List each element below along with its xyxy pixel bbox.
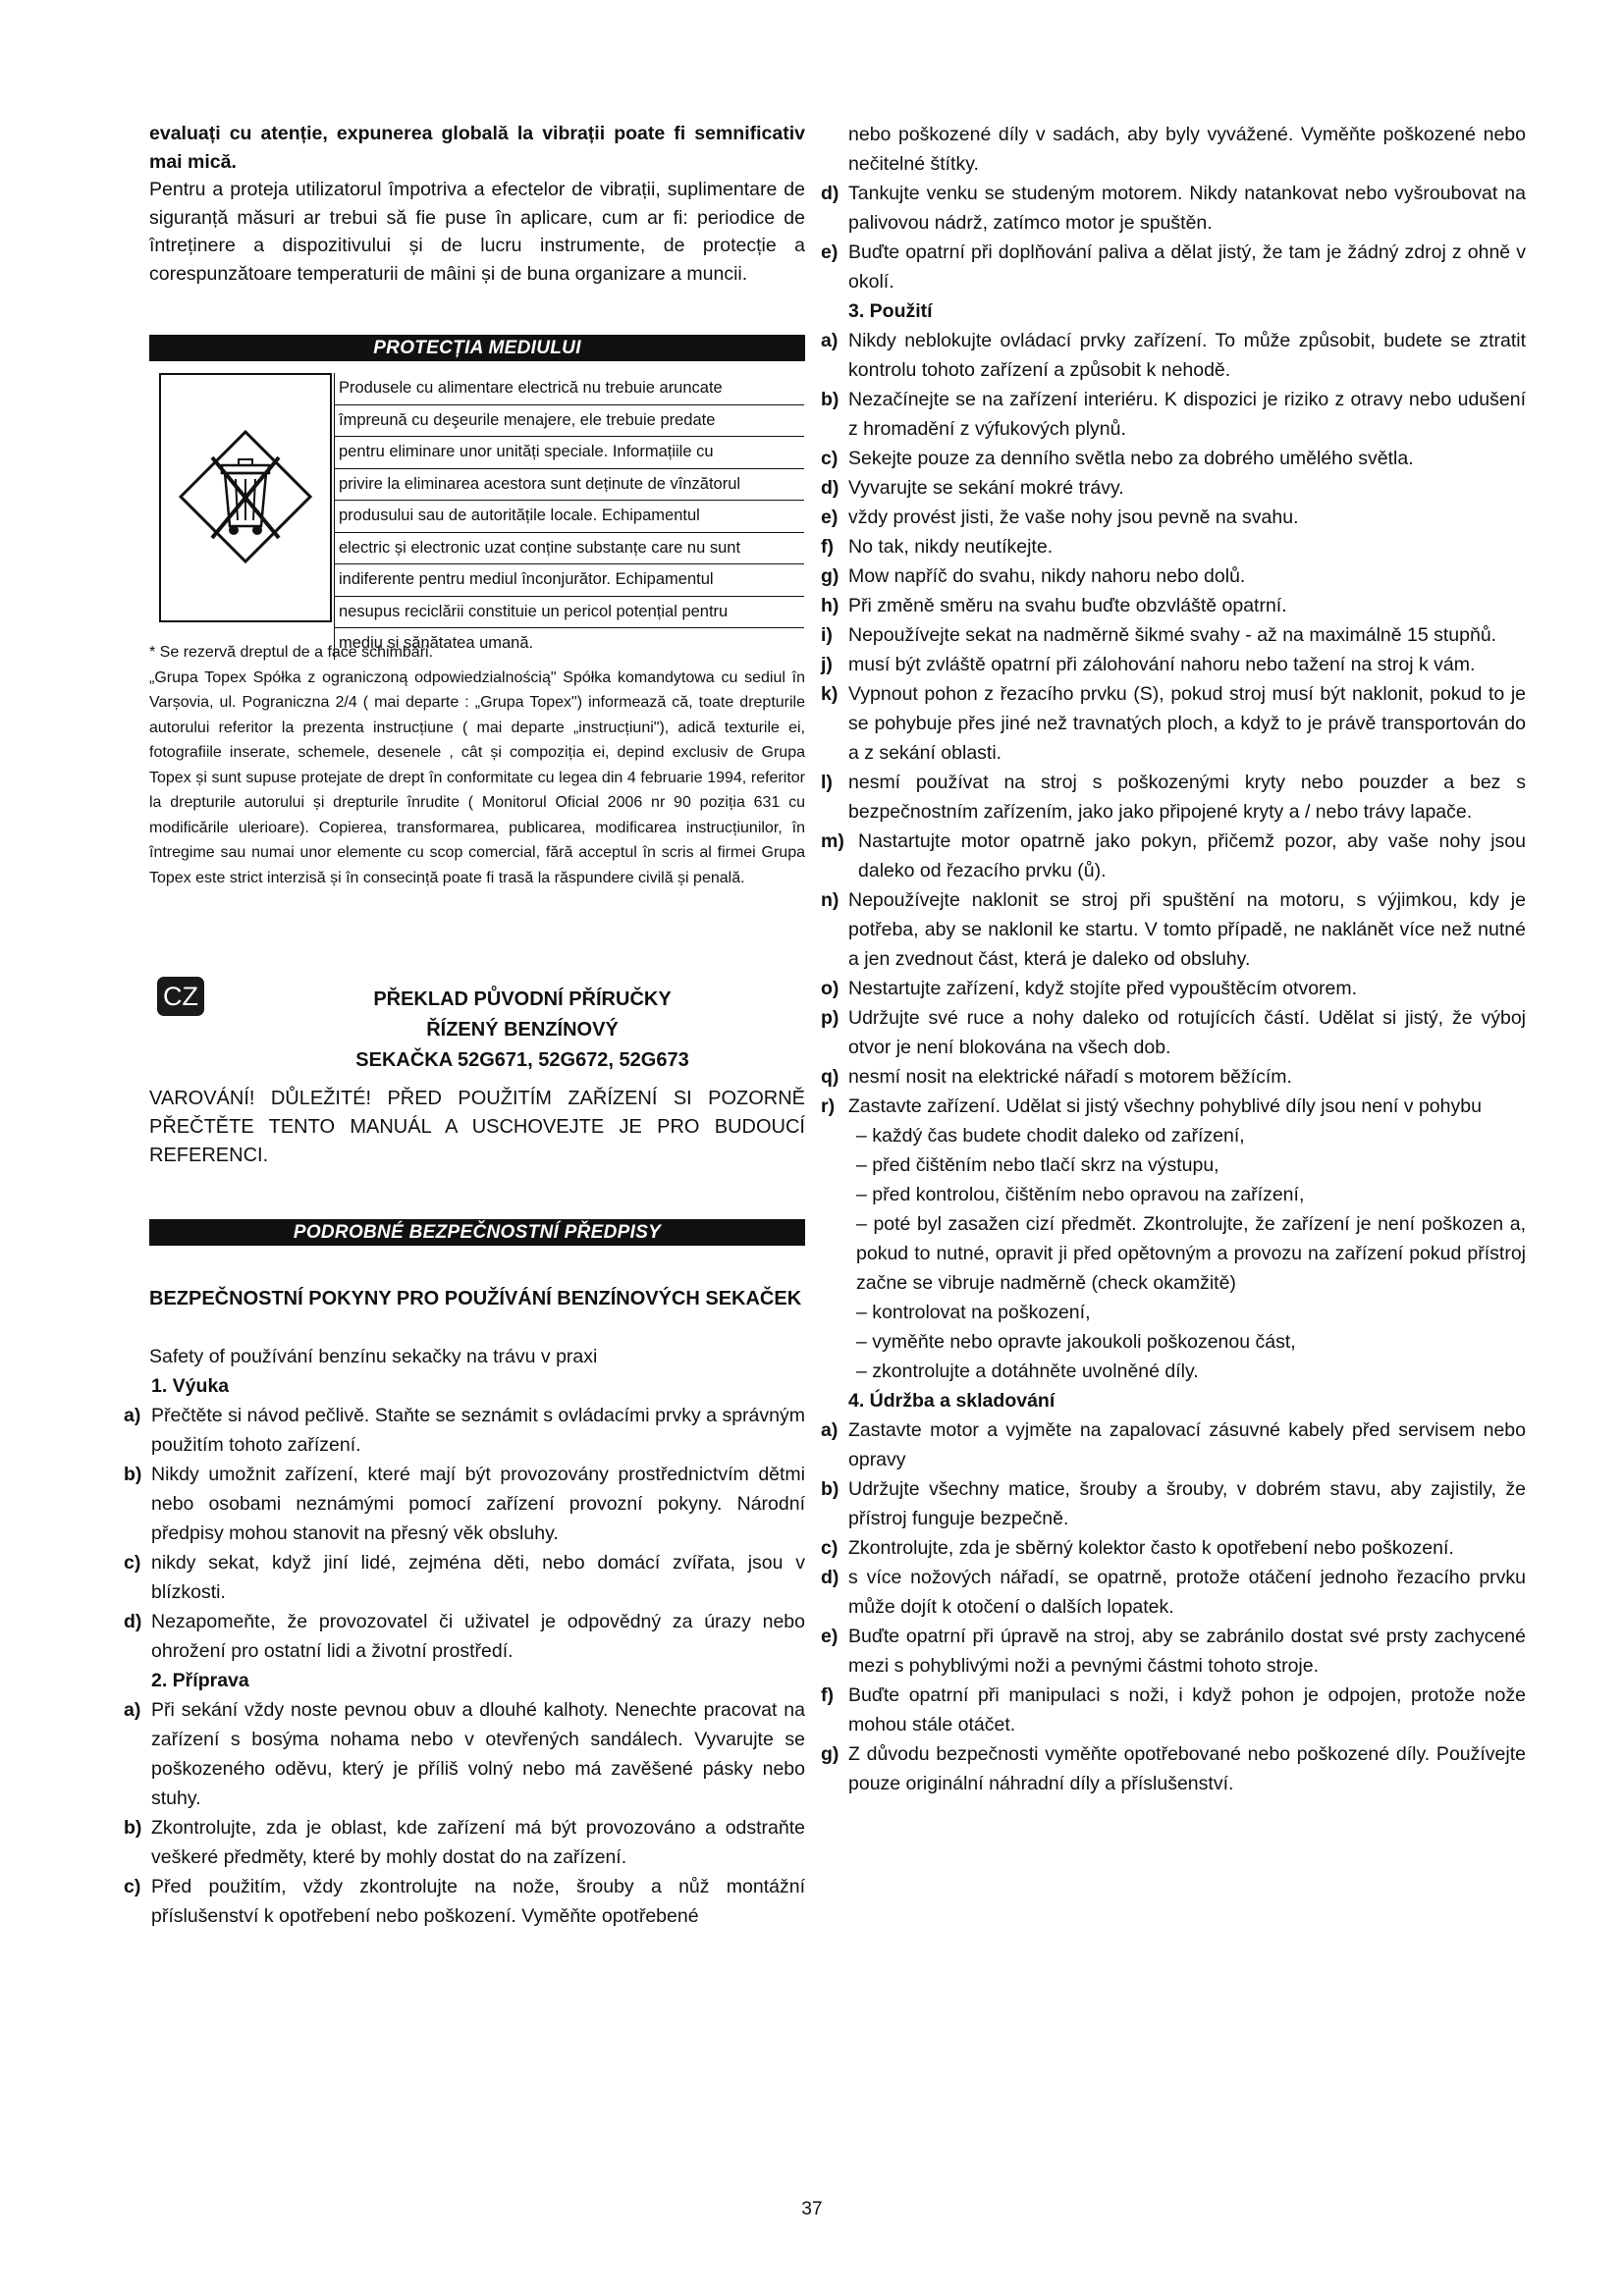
list-item: b) Nezačínejte se na zařízení interiéru. K dispozici je riziko z otravy nebo udušení z hromadění z výfukových plynů. [821,389,1526,440]
list-item: b) Udržujte všechny matice, šrouby a šrouby, v dobrém stavu, aby zajistily, že přístroj funguje bezpečně. [821,1478,1526,1529]
list-item: p) Udržujte své ruce a nohy daleko od rotujících částí. Udělat si jistý, že výboj otvor je není blokována na všech dob. [821,1007,1526,1058]
list-item: f) Buďte opatrní při manipulaci s noži, i když pohon je odpojen, protože nože mohou stále otáčet. [821,1684,1526,1735]
list-item: m) Nastartujte motor opatrně jako pokyn, přičemž pozor, aby vaše nohy jsou daleko od řezacího prvku (ů). [821,830,1526,881]
copyright-notes [149,640,805,890]
dash-item: – před kontrolou, čištěním nebo opravou na zařízení, [856,1184,1305,1205]
safety-header: PODROBNÉ BEZPEČNOSTNÍ PŘEDPISY [149,1219,805,1246]
environment-line: nesupus reciclării constituie un pericol potențial pentru [335,597,804,629]
environment-line: produsului sau de autoritățile locale. Echipamentul [335,501,804,533]
list-item: h) Při změně směru na svahu buďte obzvláště opatrní. [821,595,1287,616]
cz-language-badge: CZ [157,977,204,1016]
dash-item: – zkontrolujte a dotáhněte uvolněné díly. [856,1361,1199,1382]
list-item-continued: nebo poškozené díly v sadách, aby byly vyvážené. Vyměňte poškozené nebo nečitelné štítky. [848,124,1526,175]
environment-line: împreună cu deşeurile menajere, ele trebuie predate [335,405,804,438]
page-number: 37 [801,2199,823,2219]
environment-header: PROTECȚIA MEDIULUI [149,335,805,361]
list-item: c) Před použitím, vždy zkontrolujte na nože, šrouby a nůž montážní příslušenství k opotřebení nebo poškození. Vyměňte opotřebené [124,1875,805,1927]
list-item: c) Zkontrolujte, zda je sběrný kolektor často k opotřebení nebo poškození. [821,1537,1454,1559]
list-item: i) Nepoužívejte sekat na nadměrně šikmé svahy - až na maximálně 15 stupňů. [821,624,1497,646]
dash-item: – před čištěním nebo tlačí skrz na výstupu, [856,1154,1219,1176]
list-item: g) Z důvodu bezpečnosti vyměňte opotřebované nebo poškozené díly. Používejte pouze originální náhradní díly a příslušenství. [821,1743,1526,1794]
safety-intro: Safety of používání benzínu sekačky na trávu v praxi [149,1346,598,1367]
list-item: g) Mow napříč do svahu, nikdy nahoru nebo dolů. [821,565,1246,587]
changes-note: * Se rezervă dreptul de a face schimbări. [149,644,434,661]
weee-symbol-frame [159,373,332,622]
list-item: e) vždy provést jisti, že vaše nohy jsou pevně na svahu. [821,507,1299,528]
dash-item: – poté byl zasažen cizí předmět. Zkontrolujte, že zařízení je není poškozen a, pokud to nutné, opravit ji před opětovným a provozu na zařízení pokud přístroj začne se vibruje nadměrně (check okamžitě) [856,1213,1526,1294]
list-item: a) Nikdy neblokujte ovládací prvky zařízení. To může způsobit, budete se ztratit kontrolu tohoto zařízení a způsobit k nehodě. [821,330,1526,381]
list-item: o) Nestartujte zařízení, když stojíte před vypouštěcím otvorem. [821,978,1358,999]
environment-box [149,361,805,652]
warning-text: VAROVÁNÍ! DŮLEŽITÉ! PŘED POUŽITÍM ZAŘÍZENÍ SI POZORNĚ PŘEČTĚTE TENTO MANUÁL A USCHOVEJTE JE PRO BUDOUCÍ REFERENCI. [149,1088,805,1166]
list-item: d) Nezapomeňte, že provozovatel či uživatel je odpovědný za úrazy nebo ohrožení pro ostatní lidi a životní prostředí. [124,1610,805,1662]
heading-maintenance: 4. Údržba a skladování [848,1390,1056,1412]
list-item: a) Zastavte motor a vyjměte na zapalovací zásuvné kabely před servisem nebo opravy [821,1419,1526,1470]
environment-line: privire la eliminarea acestora sunt deținute de vînzătorul [335,469,804,502]
vibration-paragraph: Pentru a proteja utilizatorul împotriva a efectelor de vibrații, suplimentare de siguranță măsuri ar trebui să fie puse în aplicare, cum ar fi: periodice de întreținere a dispozitivului și de lucru instrumente, de protecție a corespunzătoare temperaturii de mâini și de buna organizare a muncii. [149,179,805,285]
list-item: b) Nikdy umožnit zařízení, které mají být provozovány prostřednictvím dětmi nebo osobami neznámými pomocí zařízení provozní pokyny. Národní předpisy mohou stanovit na přesný věk obsluhy. [124,1463,805,1544]
manual-title-line: PŘEKLAD PŮVODNÍ PŘÍRUČKY [373,988,672,1010]
copyright-note: „Grupa Topex Spółka z ograniczoną odpowiedzialnością" Spółka komandytowa cu sediul în Varșovia, ul. Pograniczna 2/4 ( mai departe : „Grupa Topex") informează că, toate drepturile autorului referitor la prezenta instrucțiune ( mai departe „instrucțiuni"), adică texturile ei, fotografiile inserate, schemele, desenele , cât și compoziția ei, depind exclusiv de Grupa Topex și sunt supuse protejate de drept în conformitate cu legea din 4 februarie 1994, referitor la drepturile autorului și drepturile înrudite ( Monitorul Oficial 2006 nr 90 poziția 631 cu modificările ulerioare). Copierea, transformarea, publicarea, modificarea instrucțiunilor, în întregime sau numai unor elemente cu scop comercial, fără acceptul în scris al firmei Grupa Topex este strict interzisă și în consecință poate fi trasă la răspundere civilă și penală. [149,668,805,886]
dash-item: – vyměňte nebo opravte jakoukoli poškozenou část, [856,1331,1296,1353]
dash-item: – každý čas budete chodit daleko od zařízení, [856,1125,1245,1147]
environment-line: Produsele cu alimentare electrică nu trebuie aruncate [335,373,804,405]
section-title: BEZPEČNOSTNÍ POKYNY PRO POUŽÍVÁNÍ BENZÍNOVÝCH SEKAČEK [149,1288,802,1309]
list-item: b) Zkontrolujte, zda je oblast, kde zařízení má být provozováno a odstraňte veškeré předměty, které by mohly dostat do na zařízení. [124,1816,805,1868]
manual-title-line: ŘÍZENÝ BENZÍNOVÝ [426,1019,619,1041]
list-item: e) Buďte opatrní při doplňování paliva a dělat jistý, že tam je žádný zdroj z ohně v okolí. [821,241,1526,293]
list-item: c) Sekejte pouze za denního světla nebo za dobrého umělého světla. [821,448,1414,469]
environment-text [334,373,804,660]
list-item: a) Při sekání vždy noste pevnou obuv a dlouhé kalhoty. Nenechte pracovat na zařízení s bosýma nohama nebo v otevřených sandálech. Vyvarujte se poškozeného oděvu, který je příliš volný nebo má zavěšené pásky nebo stuhy. [124,1698,805,1809]
list-item: d) Vyvarujte se sekání mokré trávy. [821,477,1124,499]
right-column [821,120,1526,1798]
list-item: r) Zastavte zařízení. Udělat si jistý všechny pohyblivé díly jsou není v pohybu [821,1095,1482,1117]
vibration-note-bold: evaluați cu atenție, expunerea globală la vibrații poate fi semnificativ mai mică. [149,123,805,173]
list-item: e) Buďte opatrní při úpravě na stroj, aby se zabránilo dostat své prsty zachycené mezi s pohyblivými noži a pevnými částmi tohoto stroje. [821,1626,1526,1677]
environment-line: mediu și sănătatea umană. [339,634,534,652]
heading-use: 3. Použití [848,300,933,322]
dash-item: – kontrolovat na poškození, [856,1302,1091,1323]
instructions-list [124,1371,805,1931]
list-item: k) Vypnout pohon z řezacího prvku (S), pokud stroj musí být naklonit, pokud to je se pohybuje přes jiné než travnatých ploch, a když to je právě transportován do a z sekání oblasti. [821,683,1526,764]
list-item: a) Přečtěte si návod pečlivě. Staňte se seznámit s ovládacími prvky a správným použitím tohoto zařízení. [124,1404,805,1456]
cz-heading [149,977,805,1085]
environment-line: indiferente pentru mediul înconjurător. Echipamentul [335,564,804,597]
list-item: j) musí být zvláště opatrní při zálohování nahoru nebo tažení na stroj k vám. [821,654,1476,675]
list-item: l) nesmí používat na stroj s poškozenými kryty nebo pouzder a bez s bezpečnostním zařízením, jako jako připojené kryty a / nebo trávy lapače. [821,772,1526,823]
list-item: n) Nepoužívejte naklonit se stroj při spuštění na motoru, s výjimkou, kdy je potřeba, aby se naklonil ke startu. V tomto případě, ne naklánět více než nutné a jen zvednout část, která je daleko od obsluhy. [821,889,1526,970]
list-item: f) No tak, nikdy neutíkejte. [821,536,1054,558]
list-item: q) nesmí nosit na elektrické nářadí s motorem běžícím. [821,1066,1292,1088]
list-item: d) Tankujte venku se studeným motorem. Nikdy natankovat nebo vyšroubovat na palivovou nádrž, zatímco motor je spuštěn. [821,183,1526,234]
manual-title-line: SEKAČKA 52G671, 52G672, 52G673 [355,1049,689,1071]
list-item: c) nikdy sekat, když jiní lidé, zejména děti, nebo domácí zvířata, jsou v blízkosti. [124,1551,805,1603]
heading-preparation: 2. Příprava [151,1669,249,1691]
left-column [124,120,805,1931]
warning-block [149,1085,805,1170]
environment-line: electric și electronic uzat conține substanțe care nu sunt [335,533,804,565]
crossed-bin-icon [173,424,318,569]
list-item: d) s více nožových nářadí, se opatrně, protože otáčení jednoho řezacího prvku může dojít k otočení o dalších lopatek. [821,1567,1526,1618]
heading-training: 1. Výuka [151,1374,230,1397]
manual-title [238,985,807,1076]
environment-line: pentru eliminare unor unități speciale. Informațiile cu [335,437,804,469]
